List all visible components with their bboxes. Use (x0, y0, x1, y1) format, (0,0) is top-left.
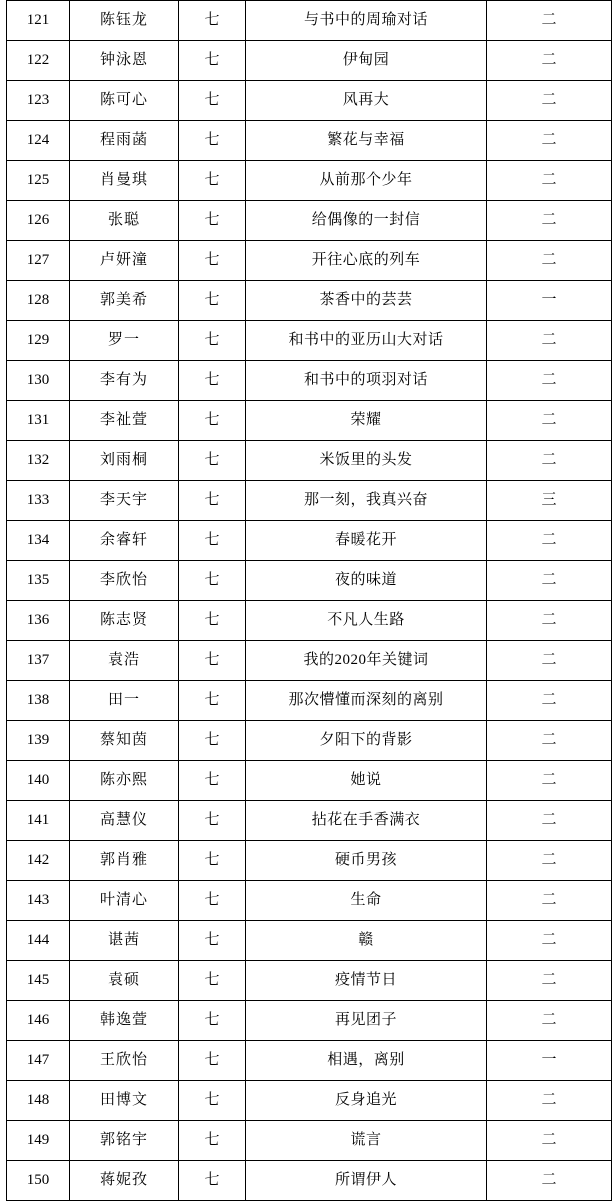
cell-sequence-number: 136 (7, 601, 70, 641)
cell-student-name: 刘雨桐 (70, 441, 179, 481)
cell-student-name: 蔡知茵 (70, 721, 179, 761)
cell-sequence-number: 131 (7, 401, 70, 441)
cell-work-title: 米饭里的头发 (246, 441, 487, 481)
cell-student-name: 余睿轩 (70, 521, 179, 561)
cell-award-level: 二 (487, 561, 612, 601)
cell-student-name: 谌茜 (70, 921, 179, 961)
cell-grade: 七 (179, 841, 246, 881)
cell-student-name: 李祉萱 (70, 401, 179, 441)
cell-award-level: 二 (487, 761, 612, 801)
cell-work-title: 疫情节日 (246, 961, 487, 1001)
cell-sequence-number: 138 (7, 681, 70, 721)
cell-work-title: 谎言 (246, 1121, 487, 1161)
cell-award-level: 二 (487, 201, 612, 241)
table-row (7, 241, 612, 281)
cell-award-level: 二 (487, 1081, 612, 1121)
cell-grade: 七 (179, 1121, 246, 1161)
cell-work-title: 再见团子 (246, 1001, 487, 1041)
cell-sequence-number: 134 (7, 521, 70, 561)
cell-student-name: 陈亦熙 (70, 761, 179, 801)
cell-grade: 七 (179, 81, 246, 121)
table-row (7, 521, 612, 561)
cell-sequence-number: 130 (7, 361, 70, 401)
cell-award-level: 二 (487, 961, 612, 1001)
cell-student-name: 卢妍潼 (70, 241, 179, 281)
cell-student-name: 陈可心 (70, 81, 179, 121)
table-row (7, 1121, 612, 1161)
cell-work-title: 从前那个少年 (246, 161, 487, 201)
table-row (7, 761, 612, 801)
cell-grade: 七 (179, 601, 246, 641)
cell-student-name: 张聪 (70, 201, 179, 241)
cell-sequence-number: 140 (7, 761, 70, 801)
cell-grade: 七 (179, 881, 246, 921)
cell-work-title: 相遇，离别 (246, 1041, 487, 1081)
cell-student-name: 钟泳恩 (70, 41, 179, 81)
cell-work-title: 和书中的亚历山大对话 (246, 321, 487, 361)
cell-grade: 七 (179, 1081, 246, 1121)
cell-award-level: 二 (487, 441, 612, 481)
cell-work-title: 荣耀 (246, 401, 487, 441)
cell-grade: 七 (179, 681, 246, 721)
table-row (7, 921, 612, 961)
cell-award-level: 二 (487, 881, 612, 921)
cell-award-level: 二 (487, 321, 612, 361)
table-row (7, 201, 612, 241)
cell-award-level: 二 (487, 81, 612, 121)
table-row (7, 1081, 612, 1121)
cell-student-name: 王欣怡 (70, 1041, 179, 1081)
cell-student-name: 田一 (70, 681, 179, 721)
table-row (7, 961, 612, 1001)
cell-award-level: 一 (487, 281, 612, 321)
cell-work-title: 赣 (246, 921, 487, 961)
cell-sequence-number: 129 (7, 321, 70, 361)
cell-sequence-number: 141 (7, 801, 70, 841)
cell-sequence-number: 146 (7, 1001, 70, 1041)
cell-sequence-number: 149 (7, 1121, 70, 1161)
cell-award-level: 一 (487, 1041, 612, 1081)
cell-student-name: 袁浩 (70, 641, 179, 681)
cell-grade: 七 (179, 801, 246, 841)
cell-grade: 七 (179, 521, 246, 561)
cell-student-name: 袁硕 (70, 961, 179, 1001)
cell-award-level: 二 (487, 121, 612, 161)
cell-award-level: 二 (487, 1, 612, 41)
cell-student-name: 蒋妮孜 (70, 1161, 179, 1201)
table-row (7, 881, 612, 921)
cell-grade: 七 (179, 641, 246, 681)
cell-award-level: 二 (487, 681, 612, 721)
cell-award-level: 二 (487, 841, 612, 881)
table-row (7, 561, 612, 601)
cell-sequence-number: 145 (7, 961, 70, 1001)
cell-work-title: 我的2020年关键词 (246, 641, 487, 681)
cell-work-title: 反身追光 (246, 1081, 487, 1121)
cell-award-level: 二 (487, 41, 612, 81)
cell-student-name: 郭肖雅 (70, 841, 179, 881)
cell-work-title: 给偶像的一封信 (246, 201, 487, 241)
cell-work-title: 所谓伊人 (246, 1161, 487, 1201)
cell-student-name: 肖曼琪 (70, 161, 179, 201)
cell-award-level: 二 (487, 401, 612, 441)
cell-award-level: 二 (487, 241, 612, 281)
cell-sequence-number: 127 (7, 241, 70, 281)
cell-award-level: 二 (487, 721, 612, 761)
cell-grade: 七 (179, 481, 246, 521)
cell-work-title: 夕阳下的背影 (246, 721, 487, 761)
cell-grade: 七 (179, 1041, 246, 1081)
cell-work-title: 不凡人生路 (246, 601, 487, 641)
cell-award-level: 二 (487, 801, 612, 841)
cell-student-name: 罗一 (70, 321, 179, 361)
cell-work-title: 那一刻，我真兴奋 (246, 481, 487, 521)
cell-grade: 七 (179, 1, 246, 41)
table-row (7, 441, 612, 481)
cell-grade: 七 (179, 201, 246, 241)
table-body (7, 1, 612, 1201)
cell-sequence-number: 121 (7, 1, 70, 41)
cell-grade: 七 (179, 1001, 246, 1041)
cell-award-level: 二 (487, 1001, 612, 1041)
table-row (7, 841, 612, 881)
cell-grade: 七 (179, 721, 246, 761)
cell-award-level: 二 (487, 1121, 612, 1161)
cell-sequence-number: 128 (7, 281, 70, 321)
cell-sequence-number: 143 (7, 881, 70, 921)
table-row (7, 721, 612, 761)
table-row (7, 321, 612, 361)
cell-student-name: 高慧仪 (70, 801, 179, 841)
cell-sequence-number: 142 (7, 841, 70, 881)
cell-grade: 七 (179, 1161, 246, 1201)
cell-sequence-number: 125 (7, 161, 70, 201)
cell-work-title: 风再大 (246, 81, 487, 121)
cell-sequence-number: 148 (7, 1081, 70, 1121)
cell-student-name: 郭铭宇 (70, 1121, 179, 1161)
cell-award-level: 二 (487, 361, 612, 401)
cell-student-name: 田博文 (70, 1081, 179, 1121)
table-row (7, 601, 612, 641)
cell-work-title: 拈花在手香满衣 (246, 801, 487, 841)
cell-grade: 七 (179, 241, 246, 281)
cell-grade: 七 (179, 121, 246, 161)
cell-student-name: 程雨菡 (70, 121, 179, 161)
cell-student-name: 陈钰龙 (70, 1, 179, 41)
cell-grade: 七 (179, 281, 246, 321)
cell-sequence-number: 122 (7, 41, 70, 81)
table-row (7, 281, 612, 321)
table-row (7, 1041, 612, 1081)
cell-sequence-number: 144 (7, 921, 70, 961)
cell-student-name: 李天宇 (70, 481, 179, 521)
cell-sequence-number: 126 (7, 201, 70, 241)
cell-work-title: 开往心底的列车 (246, 241, 487, 281)
table-row (7, 481, 612, 521)
table-row (7, 801, 612, 841)
cell-sequence-number: 133 (7, 481, 70, 521)
cell-work-title: 那次懵懂而深刻的离别 (246, 681, 487, 721)
cell-sequence-number: 147 (7, 1041, 70, 1081)
cell-award-level: 二 (487, 161, 612, 201)
cell-student-name: 陈志贤 (70, 601, 179, 641)
cell-sequence-number: 137 (7, 641, 70, 681)
cell-grade: 七 (179, 161, 246, 201)
cell-student-name: 李欣怡 (70, 561, 179, 601)
cell-grade: 七 (179, 361, 246, 401)
cell-sequence-number: 123 (7, 81, 70, 121)
cell-student-name: 郭美希 (70, 281, 179, 321)
cell-student-name: 李有为 (70, 361, 179, 401)
cell-grade: 七 (179, 321, 246, 361)
cell-award-level: 二 (487, 521, 612, 561)
cell-grade: 七 (179, 921, 246, 961)
award-list-table (6, 0, 612, 1201)
cell-sequence-number: 150 (7, 1161, 70, 1201)
cell-sequence-number: 132 (7, 441, 70, 481)
table-row (7, 681, 612, 721)
cell-work-title: 伊甸园 (246, 41, 487, 81)
cell-grade: 七 (179, 561, 246, 601)
table-row (7, 41, 612, 81)
cell-work-title: 生命 (246, 881, 487, 921)
table-row (7, 81, 612, 121)
cell-grade: 七 (179, 41, 246, 81)
cell-work-title: 夜的味道 (246, 561, 487, 601)
cell-grade: 七 (179, 961, 246, 1001)
cell-work-title: 春暖花开 (246, 521, 487, 561)
table-row (7, 361, 612, 401)
cell-student-name: 叶清心 (70, 881, 179, 921)
table-row (7, 641, 612, 681)
table-row (7, 121, 612, 161)
cell-award-level: 二 (487, 601, 612, 641)
cell-work-title: 和书中的项羽对话 (246, 361, 487, 401)
cell-student-name: 韩逸萱 (70, 1001, 179, 1041)
cell-award-level: 二 (487, 1161, 612, 1201)
cell-work-title: 与书中的周瑜对话 (246, 1, 487, 41)
table-row (7, 161, 612, 201)
cell-sequence-number: 139 (7, 721, 70, 761)
cell-award-level: 二 (487, 921, 612, 961)
cell-grade: 七 (179, 441, 246, 481)
table-row (7, 401, 612, 441)
cell-work-title: 茶香中的芸芸 (246, 281, 487, 321)
cell-grade: 七 (179, 761, 246, 801)
cell-work-title: 她说 (246, 761, 487, 801)
table-row (7, 1001, 612, 1041)
cell-award-level: 二 (487, 641, 612, 681)
table-row (7, 1161, 612, 1201)
cell-grade: 七 (179, 401, 246, 441)
cell-sequence-number: 124 (7, 121, 70, 161)
cell-sequence-number: 135 (7, 561, 70, 601)
cell-award-level: 三 (487, 481, 612, 521)
cell-work-title: 繁花与幸福 (246, 121, 487, 161)
cell-work-title: 硬币男孩 (246, 841, 487, 881)
table-row (7, 1, 612, 41)
